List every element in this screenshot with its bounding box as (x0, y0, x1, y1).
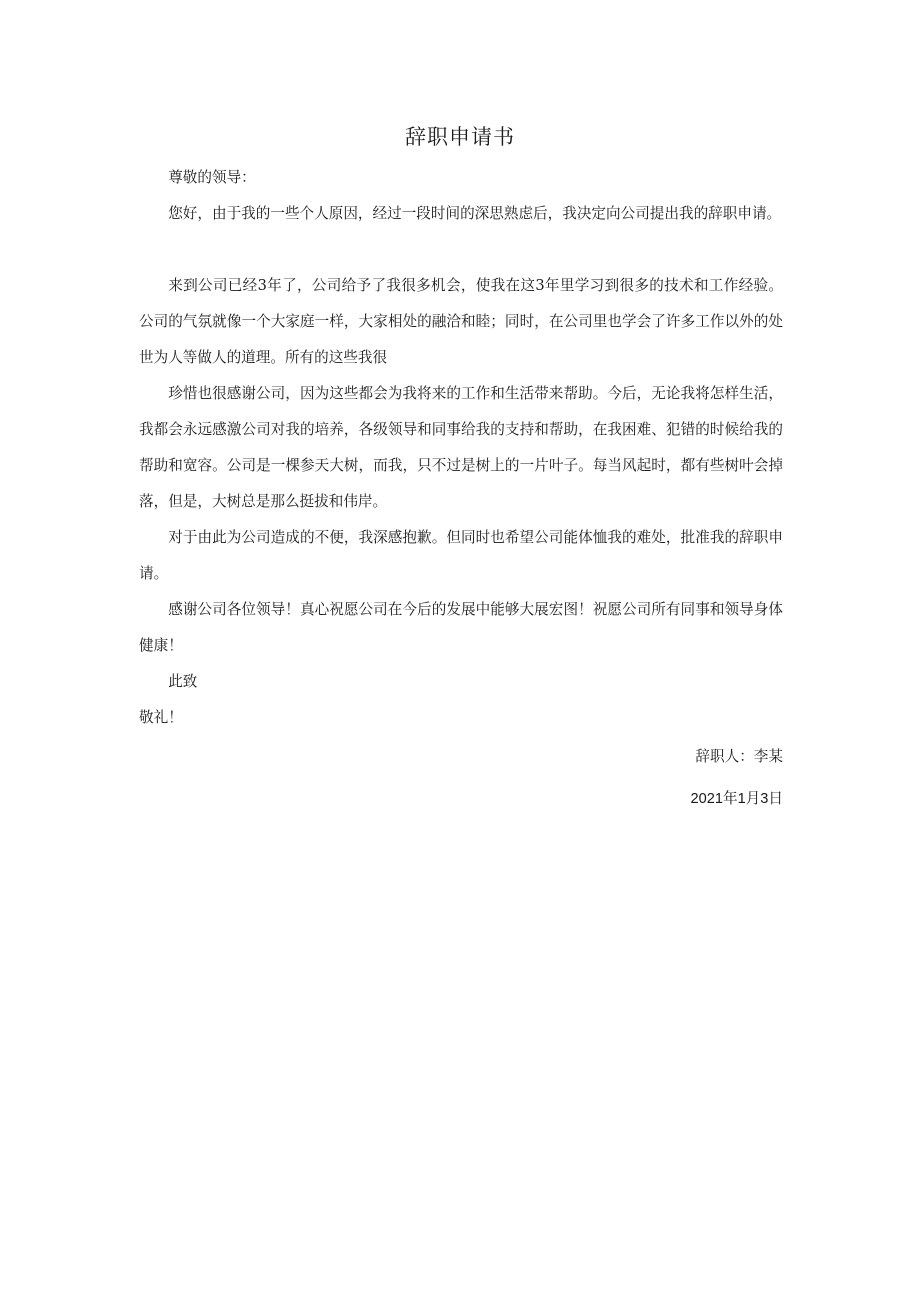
document-title: 辞职申请书 (405, 125, 515, 149)
paragraph-4: 对于由此为公司造成的不便，我深感抱歉。但同时也希望公司能体恤我的难处，批准我的辞职申请。 (139, 529, 783, 582)
paragraph-2: 来到公司已经3年了，公司给予了我很多机会，使我在这3年里学习到很多的技术和工作经验。公司的气氛就像一个大家庭一样，大家相处的融洽和睦；同时，在公司里也学会了许多工作以外的处世为人等做人的道理。所有的这些我很 (139, 277, 783, 366)
signer: 辞职人：李某 (695, 748, 783, 765)
paragraph-5: 感谢公司各位领导！真心祝愿公司在今后的发展中能够大展宏图！祝愿公司所有同事和领导身体健康！ (139, 601, 783, 654)
paragraph-1: 您好，由于我的一些个人原因，经过一段时间的深思熟虑后，我决定向公司提出我的辞职申请。 (168, 205, 782, 222)
salutation: 尊敬的领导： (168, 169, 256, 186)
paragraph-3: 珍惜也很感谢公司，因为这些都会为我将来的工作和生活带来帮助。今后，无论我将怎样生活，我都会永远感激公司对我的培养，各级领导和同事给我的支持和帮助，在我困难、犯错的时候给我的帮助和宽容。公司是一棵参天大树，而我，只不过是树上的一片叶子。每当风起时，都有些树叶会掉落，但是，大树总是那么挺拔和伟岸。 (139, 385, 783, 510)
closing-phrase: 此致 (168, 673, 198, 690)
regards-phrase: 敬礼！ (139, 709, 183, 726)
signature-date: 2021年1月3日 (690, 791, 783, 807)
